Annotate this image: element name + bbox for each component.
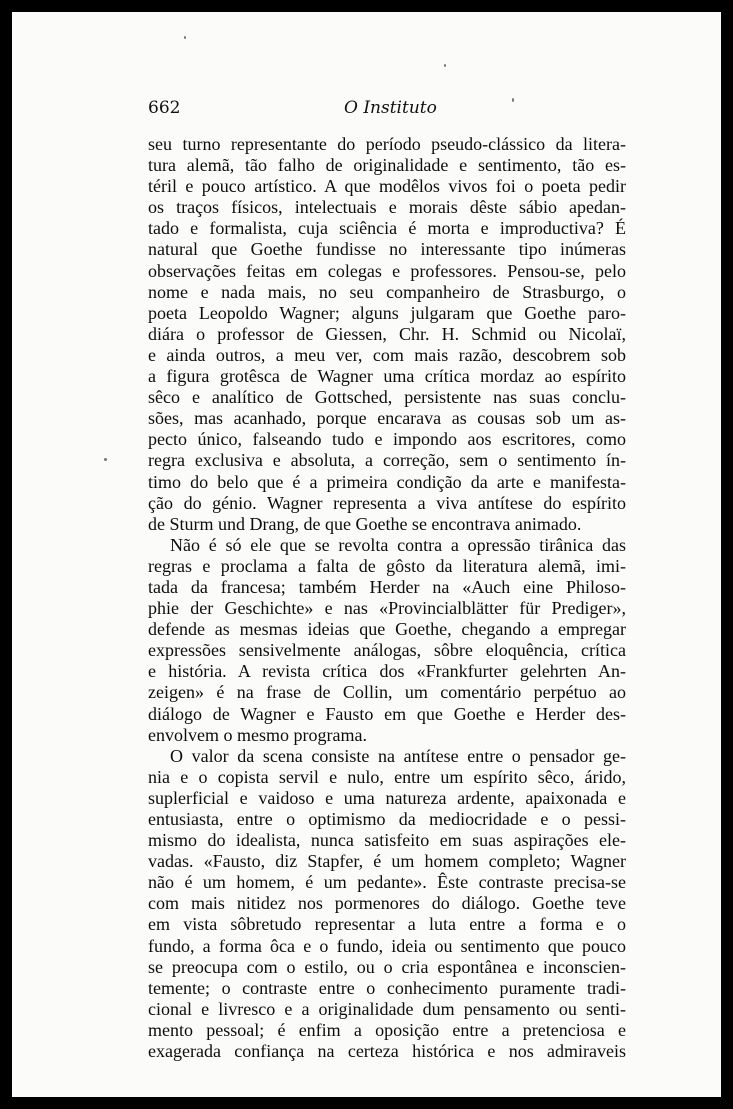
- text-line: de Sturm und Drang, de que Goethe se encontrava animado.: [148, 513, 582, 534]
- text-line: poeta Leopoldo Wagner; alguns julgaram que Goethe paro-: [148, 302, 626, 323]
- text-line: com mais nitidez nos pormenores do diálogo. Goethe teve: [148, 893, 626, 914]
- text-line: mismo do idealista, nunca satisfeito em suas aspirações ele-: [148, 830, 626, 851]
- text-line: defende as mesmas ideias que Goethe, chegando a empregar: [148, 619, 626, 640]
- text-line: vadas. «Fausto, diz Stapfer, é um homem completo; Wagner: [148, 851, 626, 872]
- text-line: phie der Geschichte» e nas «Provincialblätter für Prediger»,: [148, 598, 626, 619]
- text-line: timo do belo que é a primeira condição da arte e manifesta-: [148, 471, 626, 492]
- text-line: exagerada confiança na certeza histórica e nos admiraveis: [148, 1041, 626, 1062]
- text-line: entusiasta, entre o optimismo da mediocridade e o pessi-: [148, 809, 626, 829]
- journal-title: O Instituto: [344, 98, 437, 118]
- text-line: envolvem o mesmo programa.: [148, 724, 367, 745]
- text-line: sões, mas acanhado, porque encarava as cousas sob um as-: [148, 408, 626, 429]
- print-speck: [104, 458, 107, 461]
- text-line: tada da francesa; também Herder na «Auch eine Philoso-: [148, 576, 626, 597]
- text-line: diálogo de Wagner e Fausto em que Goethe e Herder des-: [148, 703, 626, 724]
- text-line: seu turno representante do período pseudo-clássico da litera-: [148, 134, 626, 154]
- text-line: natural que Goethe fundisse no interessante tipo inúmeras: [148, 239, 626, 260]
- text-line: sêco e analítico de Gottsched, persistente nas suas conclu-: [148, 387, 626, 408]
- body-text: [148, 134, 626, 1062]
- text-line: observações feitas em colegas e professores. Pensou-se, pelo: [148, 260, 626, 281]
- text-line: mento pessoal; é enfim a oposição entre a pretenciosa e: [148, 1019, 626, 1040]
- text-line: diára o professor de Giessen, Chr. H. Schmid ou Nicolaï,: [148, 323, 626, 344]
- print-speck: [184, 36, 186, 39]
- text-line: se preocupa com o estilo, ou o cria espontânea e inconscien-: [148, 956, 626, 977]
- text-line: zeigen» é na frase de Collin, um comentário perpétuo ao: [148, 682, 626, 703]
- text-line: a figura grotêsca de Wagner uma crítica mordaz ao espírito: [148, 366, 626, 387]
- text-line: não é um homem, é um pedante». Êste contraste precisa-se: [148, 872, 626, 893]
- text-line: regras e proclama a falta de gôsto da literatura alemã, imi-: [148, 555, 626, 576]
- text-line: nome e nada mais, no seu companheiro de Strasburgo, o: [148, 281, 626, 302]
- text-line: Não é só ele que se revolta contra a opressão tirânica das: [170, 534, 626, 555]
- text-line: e ainda outros, a meu ver, com mais razão, descobrem sob: [148, 344, 626, 365]
- text-line: temente; o contraste entre o conhecimento puramente tradi-: [148, 977, 626, 998]
- text-line: tado e formalista, cuja sciência é morta e improductiva? É: [148, 218, 626, 239]
- text-line: tura alemã, tão falho de originalidade e sentimento, tão es-: [148, 155, 626, 176]
- running-head: [148, 98, 605, 122]
- text-line: nia e o copista servil e nulo, entre um espírito sêco, árido,: [148, 766, 626, 787]
- book-page: [12, 12, 721, 1097]
- text-line: os traços físicos, intelectuais e morais dêste sábio apedan-: [148, 197, 626, 218]
- text-line: ção do génio. Wagner representa a viva antítese do espírito: [148, 492, 626, 513]
- text-line: pecto único, falseando tudo e impondo aos escritores, como: [148, 429, 626, 450]
- print-speck: [444, 64, 446, 67]
- text-line: e história. A revista crítica dos «Frankfurter gelehrten An-: [148, 661, 626, 682]
- text-line: téril e pouco artístico. A que modêlos vivos foi o poeta pedir: [148, 176, 626, 197]
- text-line: cional e livresco e a originalidade dum pensamento ou senti-: [148, 998, 626, 1019]
- text-line: expressões sensivelmente análogas, sôbre eloquência, crítica: [148, 640, 626, 661]
- page-number: 662: [148, 98, 181, 118]
- text-line: suplerficial e vaidoso e uma natureza ardente, apaixonada e: [148, 787, 626, 808]
- text-line: O valor da scena consiste na antítese entre o pensador ge-: [170, 745, 626, 766]
- text-line: fundo, a forma ôca e o fundo, ideia ou sentimento que pouco: [148, 935, 626, 956]
- text-line: em vista sôbretudo representar a luta entre a forma e o: [148, 914, 626, 935]
- print-speck: [512, 98, 514, 102]
- text-line: regra exclusiva e absoluta, a correção, sem o sentimento ín-: [148, 450, 626, 471]
